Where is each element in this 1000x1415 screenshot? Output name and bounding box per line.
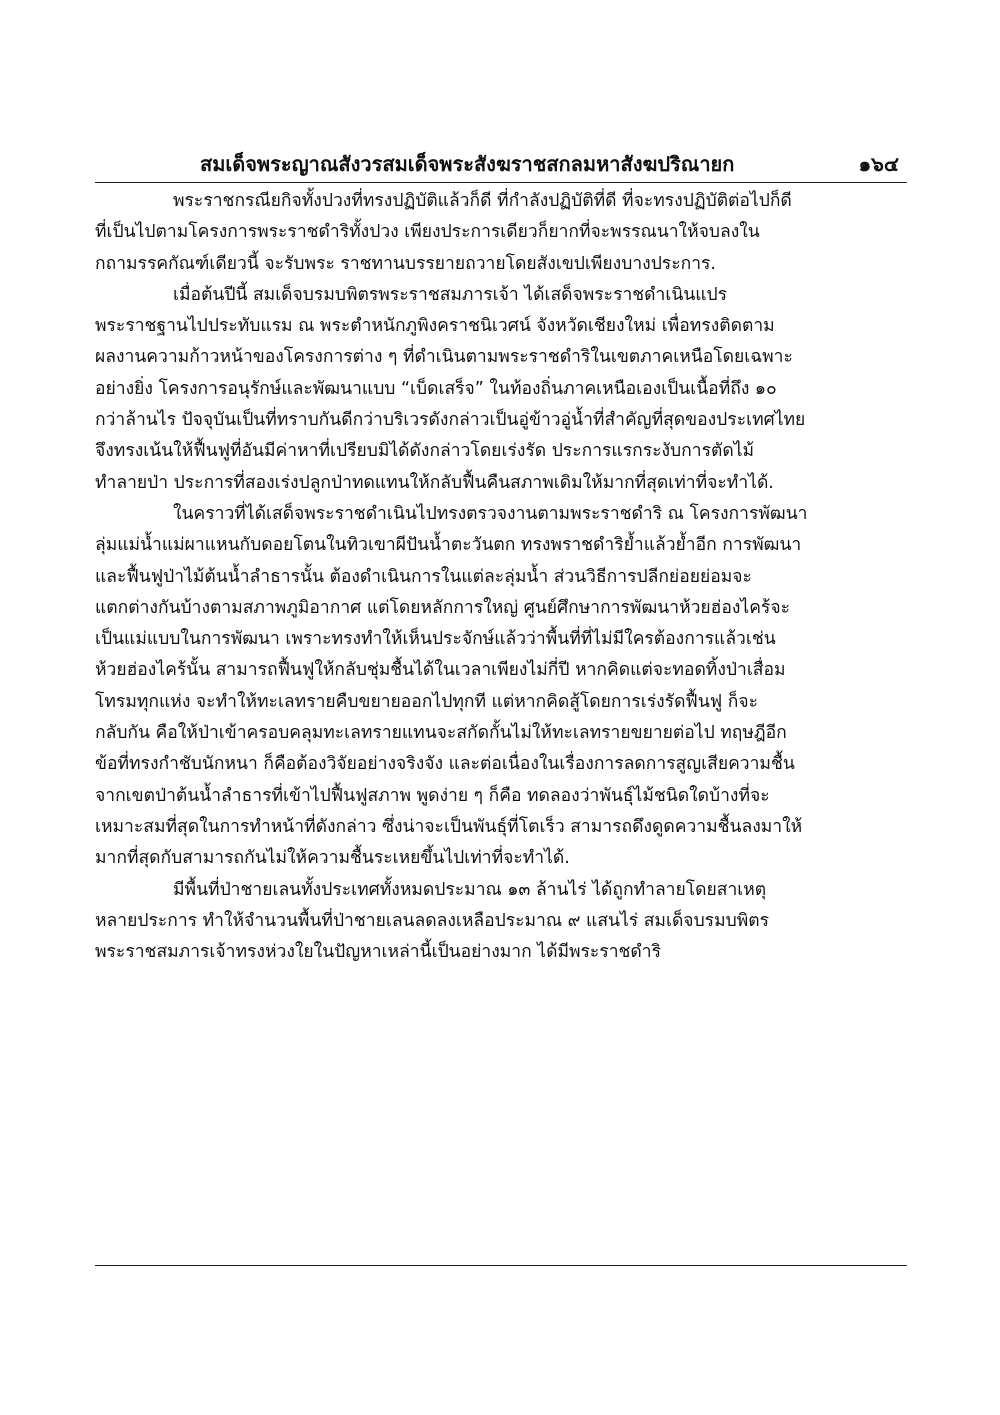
body-text (95, 186, 907, 968)
text-line: อย่างยิ่ง โครงการอนุรักษ์และพัฒนาแบบ “เบ็ดเสร็จ” ในท้องถิ่นภาคเหนือเองเป็นเนื้อที่ถึง ๑๐ (95, 378, 777, 399)
text-line: ห้วยฮ่องไคร้นั้น สามารถฟื้นฟูให้กลับชุ่มชื้นได้ในเวลาเพียงไม่กี่ปี หากคิดแต่จะทอดทิ้งป่าเสื่อม (95, 660, 786, 681)
text-line: กลับกัน คือให้ป่าเข้าครอบคลุมทะเลทรายแทนจะสกัดกั้นไม่ให้ทะเลทรายขยายต่อไป ทฤษฎีอีก (95, 723, 787, 744)
text-line: และฟื้นฟูป่าไม้ต้นน้ำลำธารนั้น ต้องดำเนินการในแต่ละลุ่มน้ำ ส่วนวิธีการปลีกย่อยย่อมจะ (95, 566, 752, 587)
text-line: ผลงานความก้าวหน้าของโครงการต่าง ๆ ที่ดำเนินตามพระราชดำริในเขตภาคเหนือโดยเฉพาะ (95, 347, 793, 368)
text-line: ข้อที่ทรงกำชับนักหนา ก็คือต้องวิจัยอย่างจริงจัง และต่อเนื่องในเรื่องการลดการสูญเสียความชื้น (95, 754, 795, 775)
text-line: พระราชกรณียกิจทั้งปวงที่ทรงปฏิบัติแล้วก็ดี ที่กำลังปฏิบัติที่ดี ที่จะทรงปฏิบัติต่อไปก็ดี (173, 191, 792, 211)
text-line: จากเขตป่าต้นน้ำลำธารที่เข้าไปฟื้นฟูสภาพ พูดง่าย ๆ ก็คือ ทดลองว่าพันธุ์ไม้ชนิดใดบ้างที่จะ (95, 785, 770, 806)
running-title: สมเด็จพระญาณสังวรสมเด็จพระสังฆราชสกลมหาสังฆปริณายก (200, 152, 735, 176)
text-line: พระราชฐานไปประทับแรม ณ พระตำหนักภูพิงคราชนิเวศน์ จังหวัดเชียงใหม่ เพื่อทรงติดตาม (95, 316, 775, 337)
page-header (95, 148, 907, 182)
text-line: แตกต่างกันบ้างตามสภาพภูมิอากาศ แต่โดยหลักการใหญ่ ศูนย์ศึกษาการพัฒนาห้วยฮ่องไคร้จะ (95, 597, 790, 618)
text-line: หลายประการ ทำให้จำนวนพื้นที่ป่าชายเลนลดลงเหลือประมาณ ๙ แสนไร่ สมเด็จบรมบพิตร (95, 910, 770, 931)
header-rule (95, 182, 907, 183)
text-line: กถามรรคกัณฑ์เดียวนี้ จะรับพระ ราชทานบรรยายถวายโดยสังเขปเพียงบางประการ. (95, 253, 716, 274)
page-number: ๑๖๔ (858, 152, 899, 176)
text-line: ในคราวที่ได้เสด็จพระราชดำเนินไปทรงตรวจงานตามพระราชดำริ ณ โครงการพัฒนา (173, 503, 808, 524)
text-line: ลุ่มแม่น้ำแม่ผาแหนกับดอยโตนในทิวเขาผีปันน้ำตะวันตก ทรงพราชดำริย้ำแล้วย้ำอีก การพัฒนา (95, 535, 802, 556)
text-line: เหมาะสมที่สุดในการทำหน้าที่ดังกล่าว ซึ่งน่าจะเป็นพันธุ์ที่โตเร็ว สามารถดึงดูดความชื้นลงมาให้ (95, 816, 803, 837)
text-line: จึงทรงเน้นให้ฟื้นฟูที่อันมีค่าหาที่เปรียบมิได้ดังกล่าวโดยเร่งรัด ประการแรกระงับการตัดไม้ (95, 441, 755, 462)
footer-rule (95, 1265, 907, 1266)
text-line: กว่าล้านไร ปัจจุบันเป็นที่ทราบกันดีกว่าบริเวรดังกล่าวเป็นอู่ข้าวอู่น้ำที่สำคัญที่สุดของประเทศไทย (95, 410, 806, 431)
text-line: ที่เป็นไปตามโครงการพระราชดำริทั้งปวง เพียงประการเดียวก็ยากที่จะพรรณนาให้จบลงใน (95, 222, 760, 243)
text-line: พระราชสมภารเจ้าทรงห่วงใยในปัญหาเหล่านี้เป็นอย่างมาก ได้มีพระราชดำริ (95, 942, 662, 963)
text-line: ทำลายป่า ประการที่สองเร่งปลูกป่าทดแทนให้กลับฟื้นคืนสภาพเดิมให้มากที่สุดเท่าที่จะทำได้. (95, 472, 774, 493)
text-line: เป็นแม่แบบในการพัฒนา เพราะทรงทำให้เห็นประจักษ์แล้วว่าพื้นที่ที่ไม่มีใครต้องการแล้วเช่น (95, 629, 776, 650)
text-line: มากที่สุดกับสามารถกันไม่ให้ความชื้นระเหยขึ้นไปเท่าที่จะทำได้. (95, 848, 570, 869)
text-line: มีพื้นที่ป่าชายเลนทั้งประเทศทั้งหมดประมาณ ๑๓ ล้านไร่ ได้ถูกทำลายโดยสาเหตุ (173, 879, 767, 900)
text-line: โทรมทุกแห่ง จะทำให้ทะเลทรายคืบขยายออกไปทุกที แต่หากคิดสู้โดยการเร่งรัดฟื้นฟู ก็จะ (95, 691, 758, 712)
text-line: เมื่อต้นปีนี้ สมเด็จบรมบพิตรพระราชสมภารเจ้า ได้เสด็จพระราชดำเนินแปร (173, 284, 728, 305)
